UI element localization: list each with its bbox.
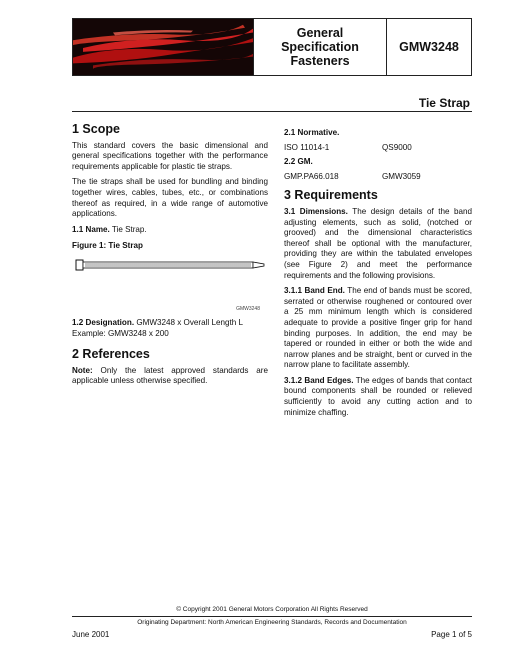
header-title-line3: Fasteners: [290, 54, 350, 68]
designation-value: GMW3248 x Overall Length L: [134, 317, 243, 327]
designation-paragraph: [72, 318, 268, 339]
note-label: Note:: [72, 365, 93, 375]
gm-row: [284, 172, 472, 183]
name-value: Tie Strap.: [109, 224, 147, 234]
note-value: Only the latest approved standards are applicable unless otherwise specified.: [72, 365, 268, 386]
left-column: [72, 118, 268, 392]
header-title-line2: Specification: [281, 40, 359, 54]
footer-department: Originating Department: North American Engineering Standards, Records and Documentation: [137, 619, 407, 626]
flame-graphic: [73, 19, 253, 75]
tie-strap-drawing: [72, 256, 268, 296]
footer-page-number: Page 1 of 5: [431, 630, 472, 639]
dimensions-paragraph: [284, 207, 472, 281]
gm-ref-2: GMW3059: [382, 171, 421, 181]
header-logo-image: [73, 19, 254, 75]
header-table: [72, 18, 472, 76]
band-end-paragraph: [284, 286, 472, 371]
footer-copyright: © Copyright 2001 General Motors Corporation All Rights Reserved: [176, 606, 368, 613]
band-edges-label: 3.1.2 Band Edges.: [284, 375, 354, 385]
dimensions-value: The design details of the band adjusting elements, such as solid, (notched or grooved) and the dimensional characteristics thereof shall be optional with the manufacturer, providing they are within the tabulated envelopes (see Figure 2) and meet the performance requirements and the following provisions.: [284, 206, 473, 280]
title-rule: [72, 111, 472, 112]
gm-heading: 2.2 GM.: [284, 157, 313, 167]
references-heading: 2 References: [72, 347, 150, 362]
figure-1-caption: Figure 1: Tie Strap: [72, 241, 143, 251]
normative-heading: 2.1 Normative.: [284, 128, 340, 137]
header-title-line1: General: [296, 26, 344, 40]
header-code: GMW3248: [399, 40, 459, 54]
band-edges-value: The edges of bands that contact bound components shall be rounded or relieved sufficiently to avoid any cutting action and to minimize chaffing.: [284, 375, 472, 417]
name-label: 1.1 Name.: [72, 224, 110, 234]
scope-heading: 1 Scope: [72, 122, 120, 136]
references-note: [72, 366, 268, 387]
normative-ref-1: ISO 11014-1: [284, 142, 330, 152]
band-end-value: The end of bands must be scored, serrated or otherwise roughened or contoured over a 25 mm minimum length which is considered adequate to provide a positive finger grip for hand binding purposes. In addition, the end may be tapered or rounded in either or both the wide and narrow planes and be straight, bent or curved in the narrow plane to facilitate assembly.: [284, 286, 472, 370]
name-paragraph: [72, 225, 268, 236]
designation-label: 1.2 Designation.: [72, 317, 135, 327]
band-end-label: 3.1.1 Band End.: [284, 286, 345, 296]
document-title: Tie Strap: [418, 96, 470, 110]
right-column: [284, 118, 472, 423]
figure-id-label: GMW3248: [236, 305, 260, 312]
footer-rule: [72, 616, 472, 617]
footer-date: June 2001: [72, 630, 110, 639]
dimensions-label: 3.1 Dimensions.: [284, 206, 348, 216]
scope-paragraph-1: This standard covers the basic dimensional and general specifications together with the performance requirements applicable for plastic tie straps.: [72, 140, 268, 171]
band-edges-paragraph: [284, 376, 472, 418]
scope-paragraph-2: The tie straps shall be used for bundling and binding together wires, cables, tubes, etc., or combinations thereof as required, in a wide range of automotive applications.: [72, 177, 268, 219]
tie-strap-figure: [72, 256, 268, 318]
header-title: [254, 19, 387, 75]
normative-row: [284, 143, 472, 154]
normative-ref-2: QS9000: [382, 142, 412, 152]
requirements-heading: 3 Requirements: [284, 188, 378, 203]
gm-ref-1: GMP.PA66.018: [284, 171, 339, 181]
designation-example: Example: GMW3248 x 200: [72, 328, 169, 338]
